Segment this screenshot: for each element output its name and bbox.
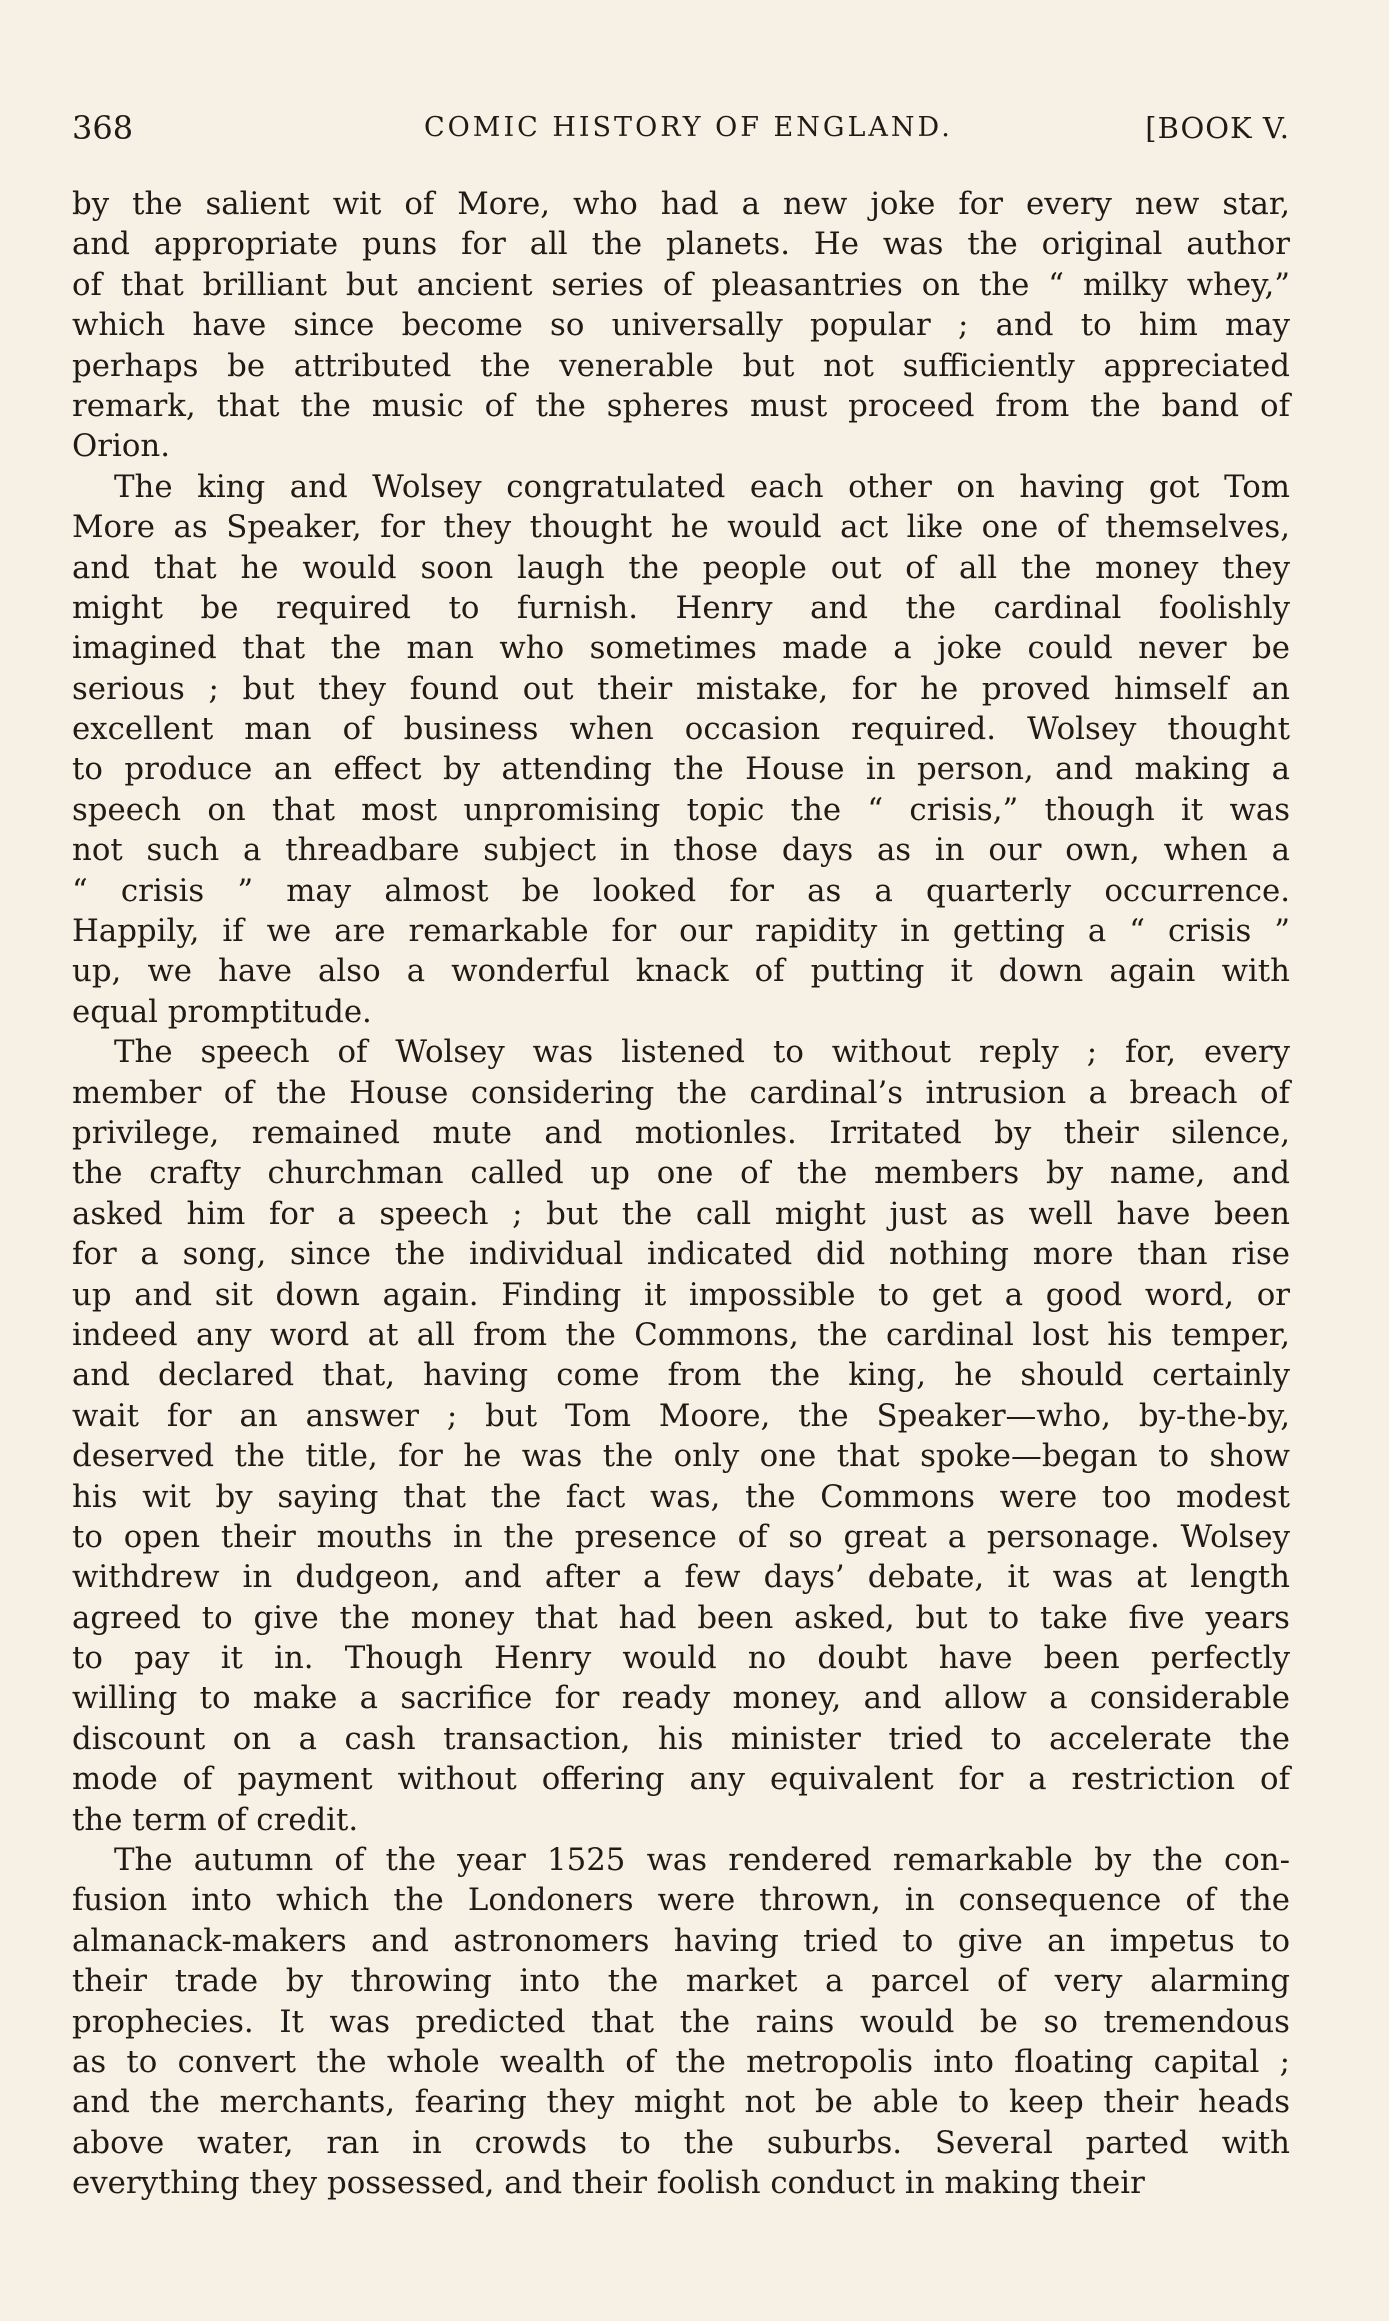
text-line: willing to make a sacrifice for ready money, and allow a considerable	[72, 1680, 1290, 1717]
text-line: and appropriate puns for all the planets. He was the original author	[72, 226, 1290, 263]
text-line: which have since become so universally popular ; and to him may	[72, 307, 1290, 344]
text-line: agreed to give the money that had been asked, but to take five years	[72, 1599, 1290, 1636]
text-line: speech on that most unpromising topic the “ crisis,” though it was	[72, 791, 1290, 828]
text-line: asked him for a speech ; but the call might just as well have been	[72, 1195, 1290, 1232]
text-line: “ crisis ” may almost be looked for as a quarterly occurrence.	[72, 872, 1290, 909]
text-line: remark, that the music of the spheres must proceed from the band of	[72, 387, 1290, 424]
text-line: Happily, if we are remarkable for our rapidity in getting a “ crisis ”	[72, 913, 1290, 950]
paragraph	[72, 1840, 1290, 2204]
text-line: their trade by throwing into the market a parcel of very alarming	[72, 1963, 1290, 2000]
text-line: his wit by saying that the fact was, the Commons were too modest	[72, 1478, 1290, 1515]
text-line: might be required to furnish. Henry and the cardinal foolishly	[72, 589, 1290, 626]
text-line: excellent man of business when occasion required. Wolsey thought	[72, 711, 1290, 748]
text-line: deserved the title, for he was the only one that spoke—began to show	[72, 1438, 1290, 1475]
text-line: perhaps be attributed the venerable but not sufficiently appreciated	[72, 347, 1290, 384]
text-line: wait for an answer ; but Tom Moore, the Speaker—who, by-the-by,	[72, 1397, 1290, 1434]
text-line: More as Speaker, for they thought he would act like one of themselves,	[72, 509, 1290, 546]
text-line: almanack-makers and astronomers having tried to give an impetus to	[72, 1922, 1290, 1959]
text-line: to open their mouths in the presence of so great a personage. Wolsey	[72, 1518, 1290, 1555]
paragraph	[72, 184, 1290, 467]
text-line: not such a threadbare subject in those days as in our own, when a	[72, 832, 1290, 869]
text-line: and that he would soon laugh the people out of all the money they	[72, 549, 1290, 586]
text-line: the crafty churchman called up one of the members by name, and	[72, 1155, 1290, 1192]
text-line: indeed any word at all from the Commons, the cardinal lost his temper,	[72, 1316, 1290, 1353]
book-label: [BOOK V.	[1145, 111, 1290, 145]
text-line: equal promptitude.	[72, 993, 372, 1030]
text-line: up and sit down again. Finding it impossible to get a good word, or	[72, 1276, 1290, 1313]
text-line: by the salient wit of More, who had a new joke for every new star,	[72, 186, 1290, 222]
running-title: COMIC HISTORY OF ENGLAND.	[424, 112, 953, 143]
text-line: mode of payment without offering any equivalent for a restriction of	[72, 1761, 1290, 1798]
text-line: The king and Wolsey congratulated each other on having got Tom	[114, 468, 1290, 505]
text-line: discount on a cash transaction, his minister tried to accelerate the	[72, 1720, 1290, 1757]
text-line: privilege, remained mute and motionles. Irritated by their silence,	[72, 1114, 1290, 1151]
body-text	[72, 184, 1290, 2204]
text-line: imagined that the man who sometimes made a joke could never be	[72, 630, 1290, 667]
text-line: member of the House considering the cardinal’s intrusion a breach of	[72, 1074, 1290, 1111]
text-line: The speech of Wolsey was listened to without reply ; for, every	[114, 1034, 1290, 1071]
paragraph	[72, 467, 1290, 1032]
text-line: everything they possessed, and their foolish conduct in making their	[72, 2165, 1145, 2202]
text-line: serious ; but they found out their mistake, for he proved himself an	[72, 670, 1290, 707]
text-line: and declared that, having come from the king, he should certainly	[72, 1357, 1290, 1394]
text-line: of that brilliant but ancient series of pleasantries on the “ milky whey,”	[72, 266, 1290, 303]
text-line: fusion into which the Londoners were thrown, in consequence of the	[72, 1882, 1290, 1919]
text-line: to pay it in. Though Henry would no doubt have been perfectly	[72, 1640, 1290, 1677]
text-line: and the merchants, fearing they might not be able to keep their heads	[72, 2084, 1290, 2121]
text-line: the term of credit.	[72, 1801, 359, 1838]
text-line: prophecies. It was predicted that the rains would be so tremendous	[72, 2003, 1290, 2040]
text-line: up, we have also a wonderful knack of putting it down again with	[72, 953, 1290, 990]
text-line: Orion.	[72, 428, 170, 465]
text-line: The autumn of the year 1525 was rendered remarkable by the con-	[114, 1842, 1290, 1879]
text-line: above water, ran in crowds to the suburbs. Several parted with	[72, 2124, 1290, 2161]
paragraph	[72, 1032, 1290, 1840]
running-head	[72, 106, 1290, 150]
text-line: for a song, since the individual indicated did nothing more than rise	[72, 1236, 1290, 1273]
text-line: to produce an effect by attending the House in person, and making a	[72, 751, 1290, 788]
text-line: as to convert the whole wealth of the metropolis into floating capital ;	[72, 2043, 1290, 2080]
text-line: withdrew in dudgeon, and after a few days’ debate, it was at length	[72, 1559, 1290, 1596]
page-number: 368	[72, 109, 134, 147]
